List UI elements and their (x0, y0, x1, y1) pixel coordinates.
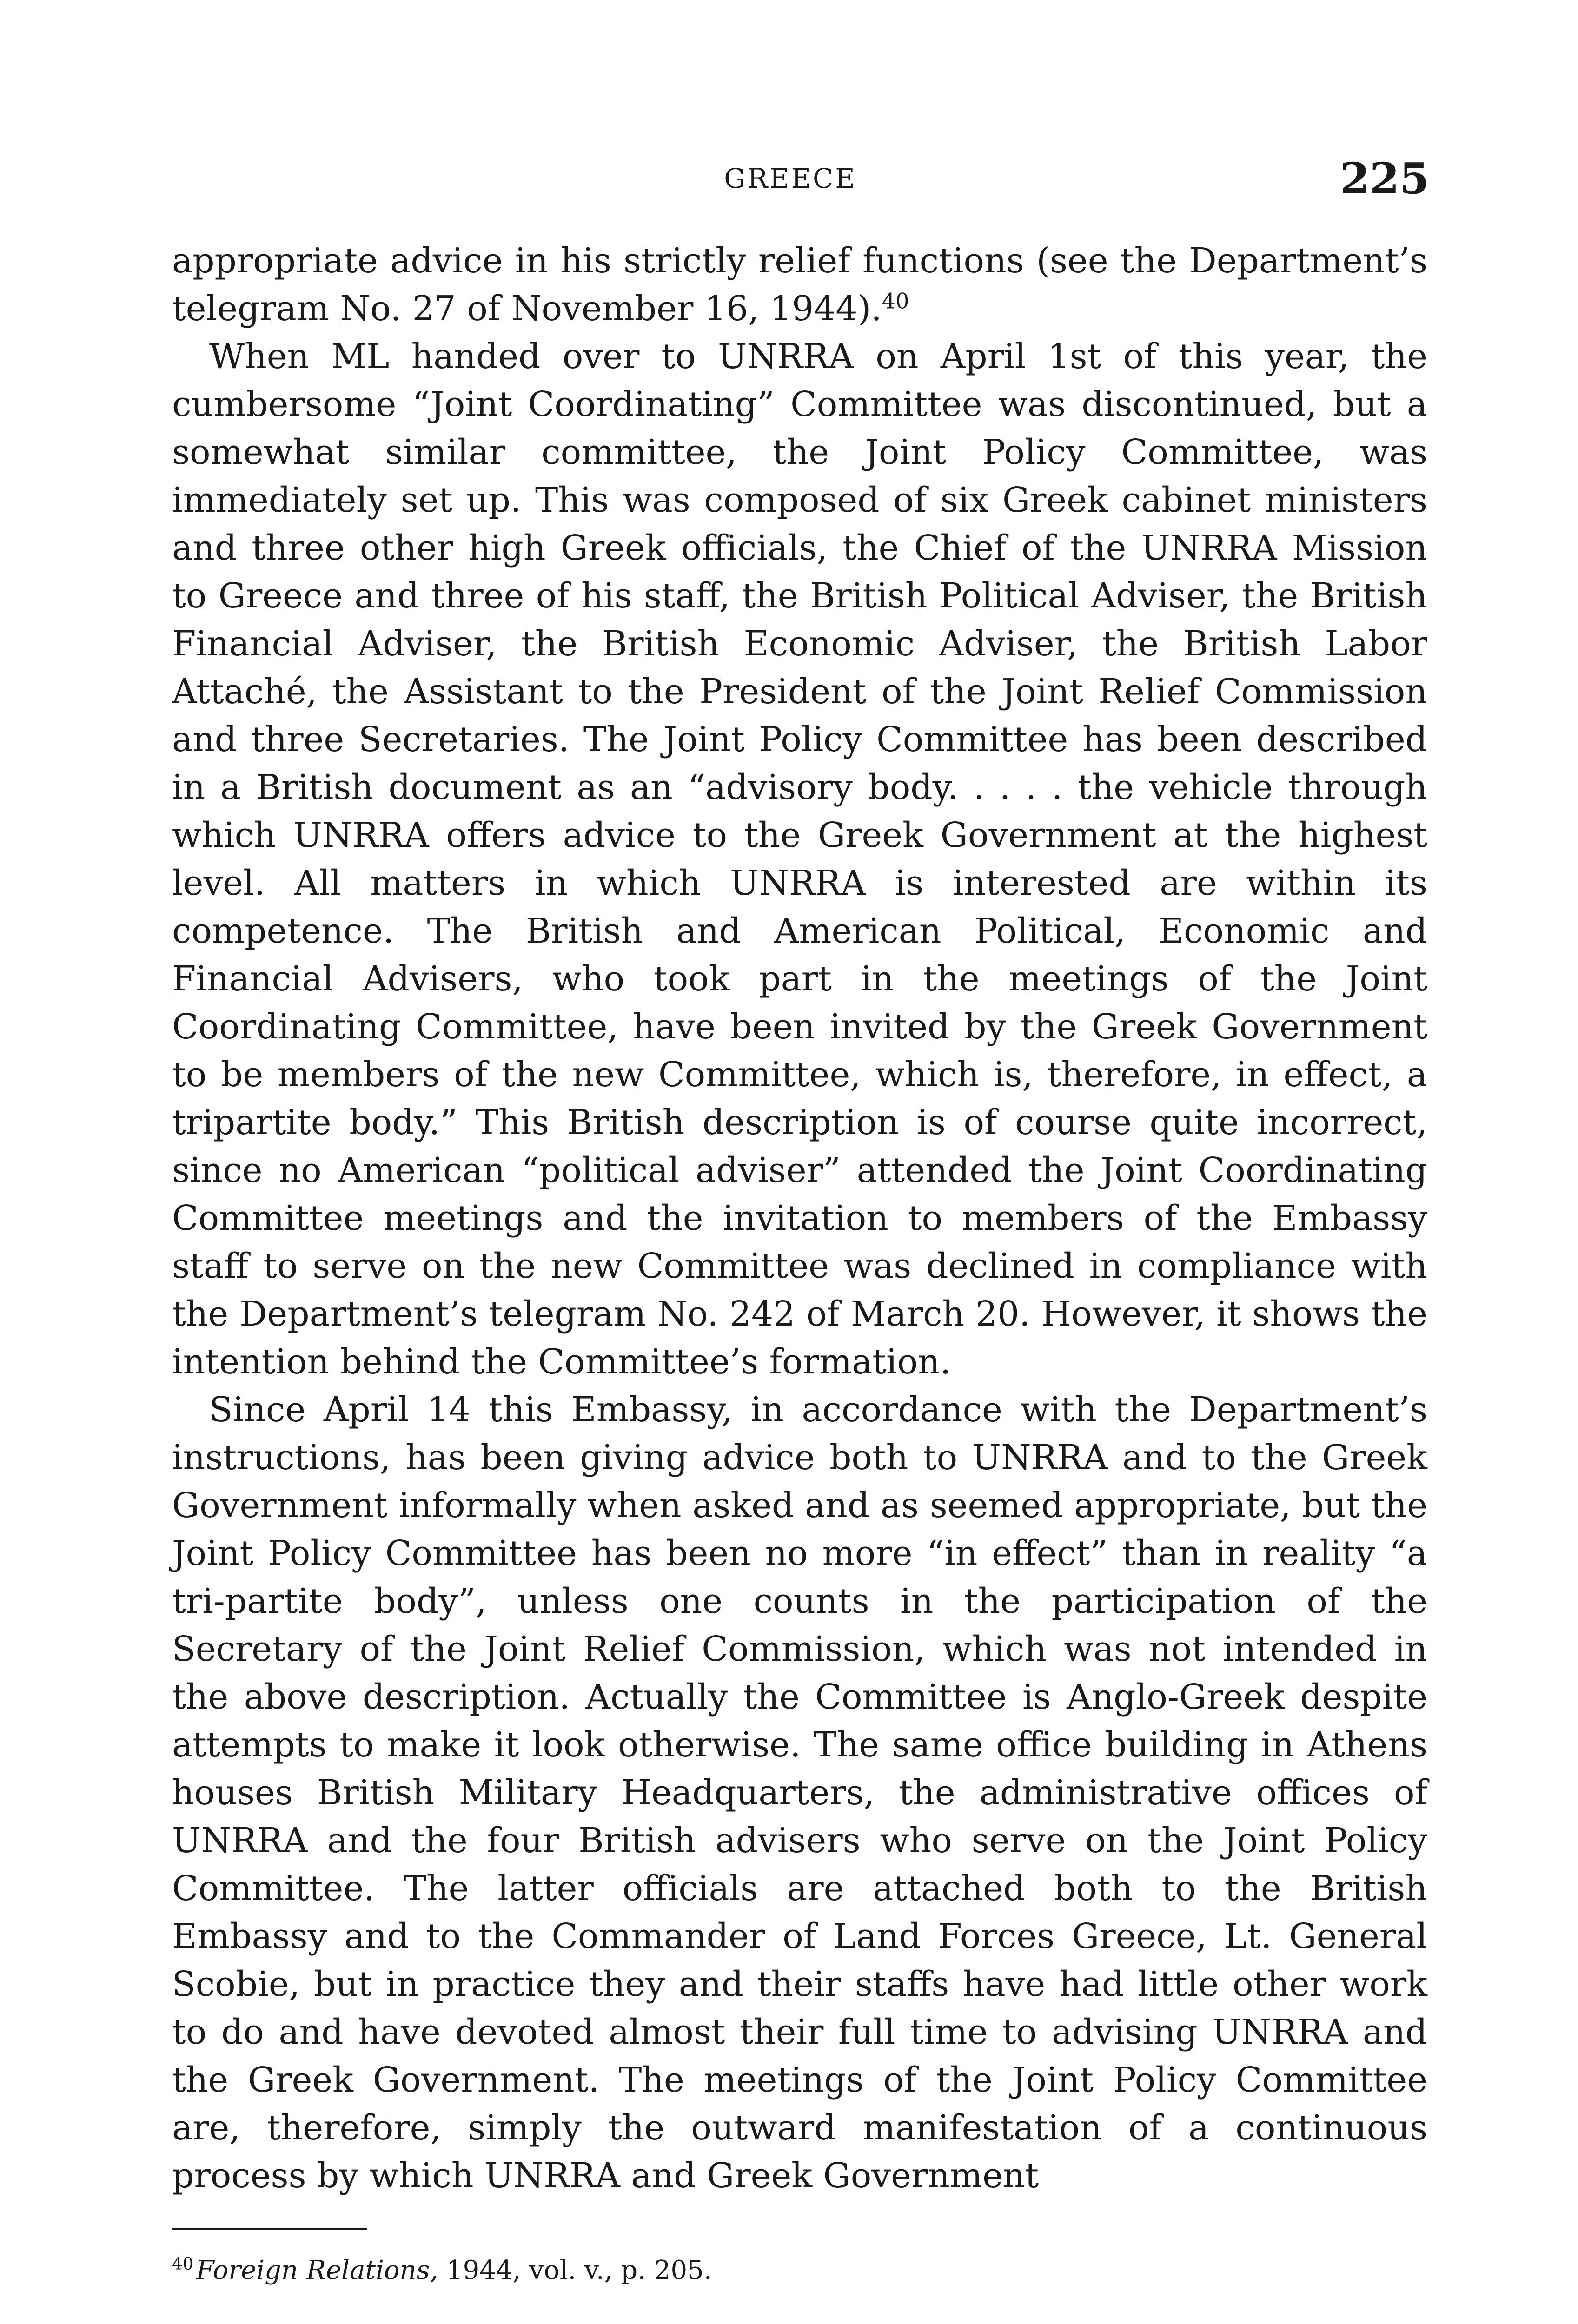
running-head (0, 153, 1578, 214)
running-title: GREECE (724, 163, 857, 194)
paragraph-1-text: appropriate advice in his strictly relief functions (see the Department’s telegram No. 27 of November 16, 1944). (172, 241, 1427, 329)
footnote-citation: 1944, vol. v., p. 205. (438, 2255, 712, 2285)
page-number: 225 (1339, 153, 1429, 204)
footnote-mark: 40 (172, 2255, 193, 2274)
footnote (172, 2254, 1427, 2287)
footnote-reference: 40 (882, 288, 909, 314)
paragraph-1 (172, 237, 1427, 333)
footnote-rule (172, 2228, 367, 2230)
paragraph-2: When ML handed over to UNRRA on April 1st of this year, the cumbersome “Joint Coordinating” Committee was discontinued, but a somewhat similar committee, the Joint Policy Committee, was immediately set up. This was composed of six Greek cabinet ministers and three other high Greek officials, the Chief of the UNRRA Mission to Greece and three of his staff, the British Political Adviser, the British Financial Adviser, the British Economic Adviser, the British Labor Attaché, the Assistant to the President of the Joint Relief Commission and three Secretaries. The Joint Policy Committee has been described in a British document as an “advisory body. . . . . the vehicle through which UNRRA offers advice to the Greek Government at the highest level. All matters in which UNRRA is interested are within its competence. The British and American Political, Economic and Financial Advisers, who took part in the meetings of the Joint Coordinating Committee, have been invited by the Greek Government to be members of the new Committee, which is, therefore, in effect, a tripartite body.” This British description is of course quite incorrect, since no American “political adviser” attended the Joint Coordinating Committee meetings and the invitation to members of the Embassy staff to serve on the new Committee was declined in compliance with the Department’s telegram No. 242 of March 20. However, it shows the intention behind the Committee’s formation. (172, 337, 1427, 1382)
paragraph-3: Since April 14 this Embassy, in accordance with the Department’s instructions, has been giving advice both to UNRRA and to the Greek Government informally when asked and as seemed appropriate, but the Joint Policy Committee has been no more “in effect” than in reality “a tri-partite body”, unless one counts in the participation of the Secretary of the Joint Relief Commission, which was not intended in the above description. Actually the Committee is Anglo-Greek despite attempts to make it look otherwise. The same office building in Athens houses British Military Headquarters, the administrative offices of UNRRA and the four British advisers who serve on the Joint Policy Committee. The latter officials are attached both to the British Embassy and to the Commander of Land Forces Greece, Lt. General Scobie, but in practice they and their staffs have had little other work to do and have devoted almost their full time to advising UNRRA and the Greek Government. The meetings of the Joint Policy Committee are, therefore, simply the outward manifestation of a continuous process by which UNRRA and Greek Government (172, 1390, 1427, 2196)
footnote-title: Foreign Relations, (196, 2255, 438, 2285)
body-text (172, 237, 1427, 2200)
